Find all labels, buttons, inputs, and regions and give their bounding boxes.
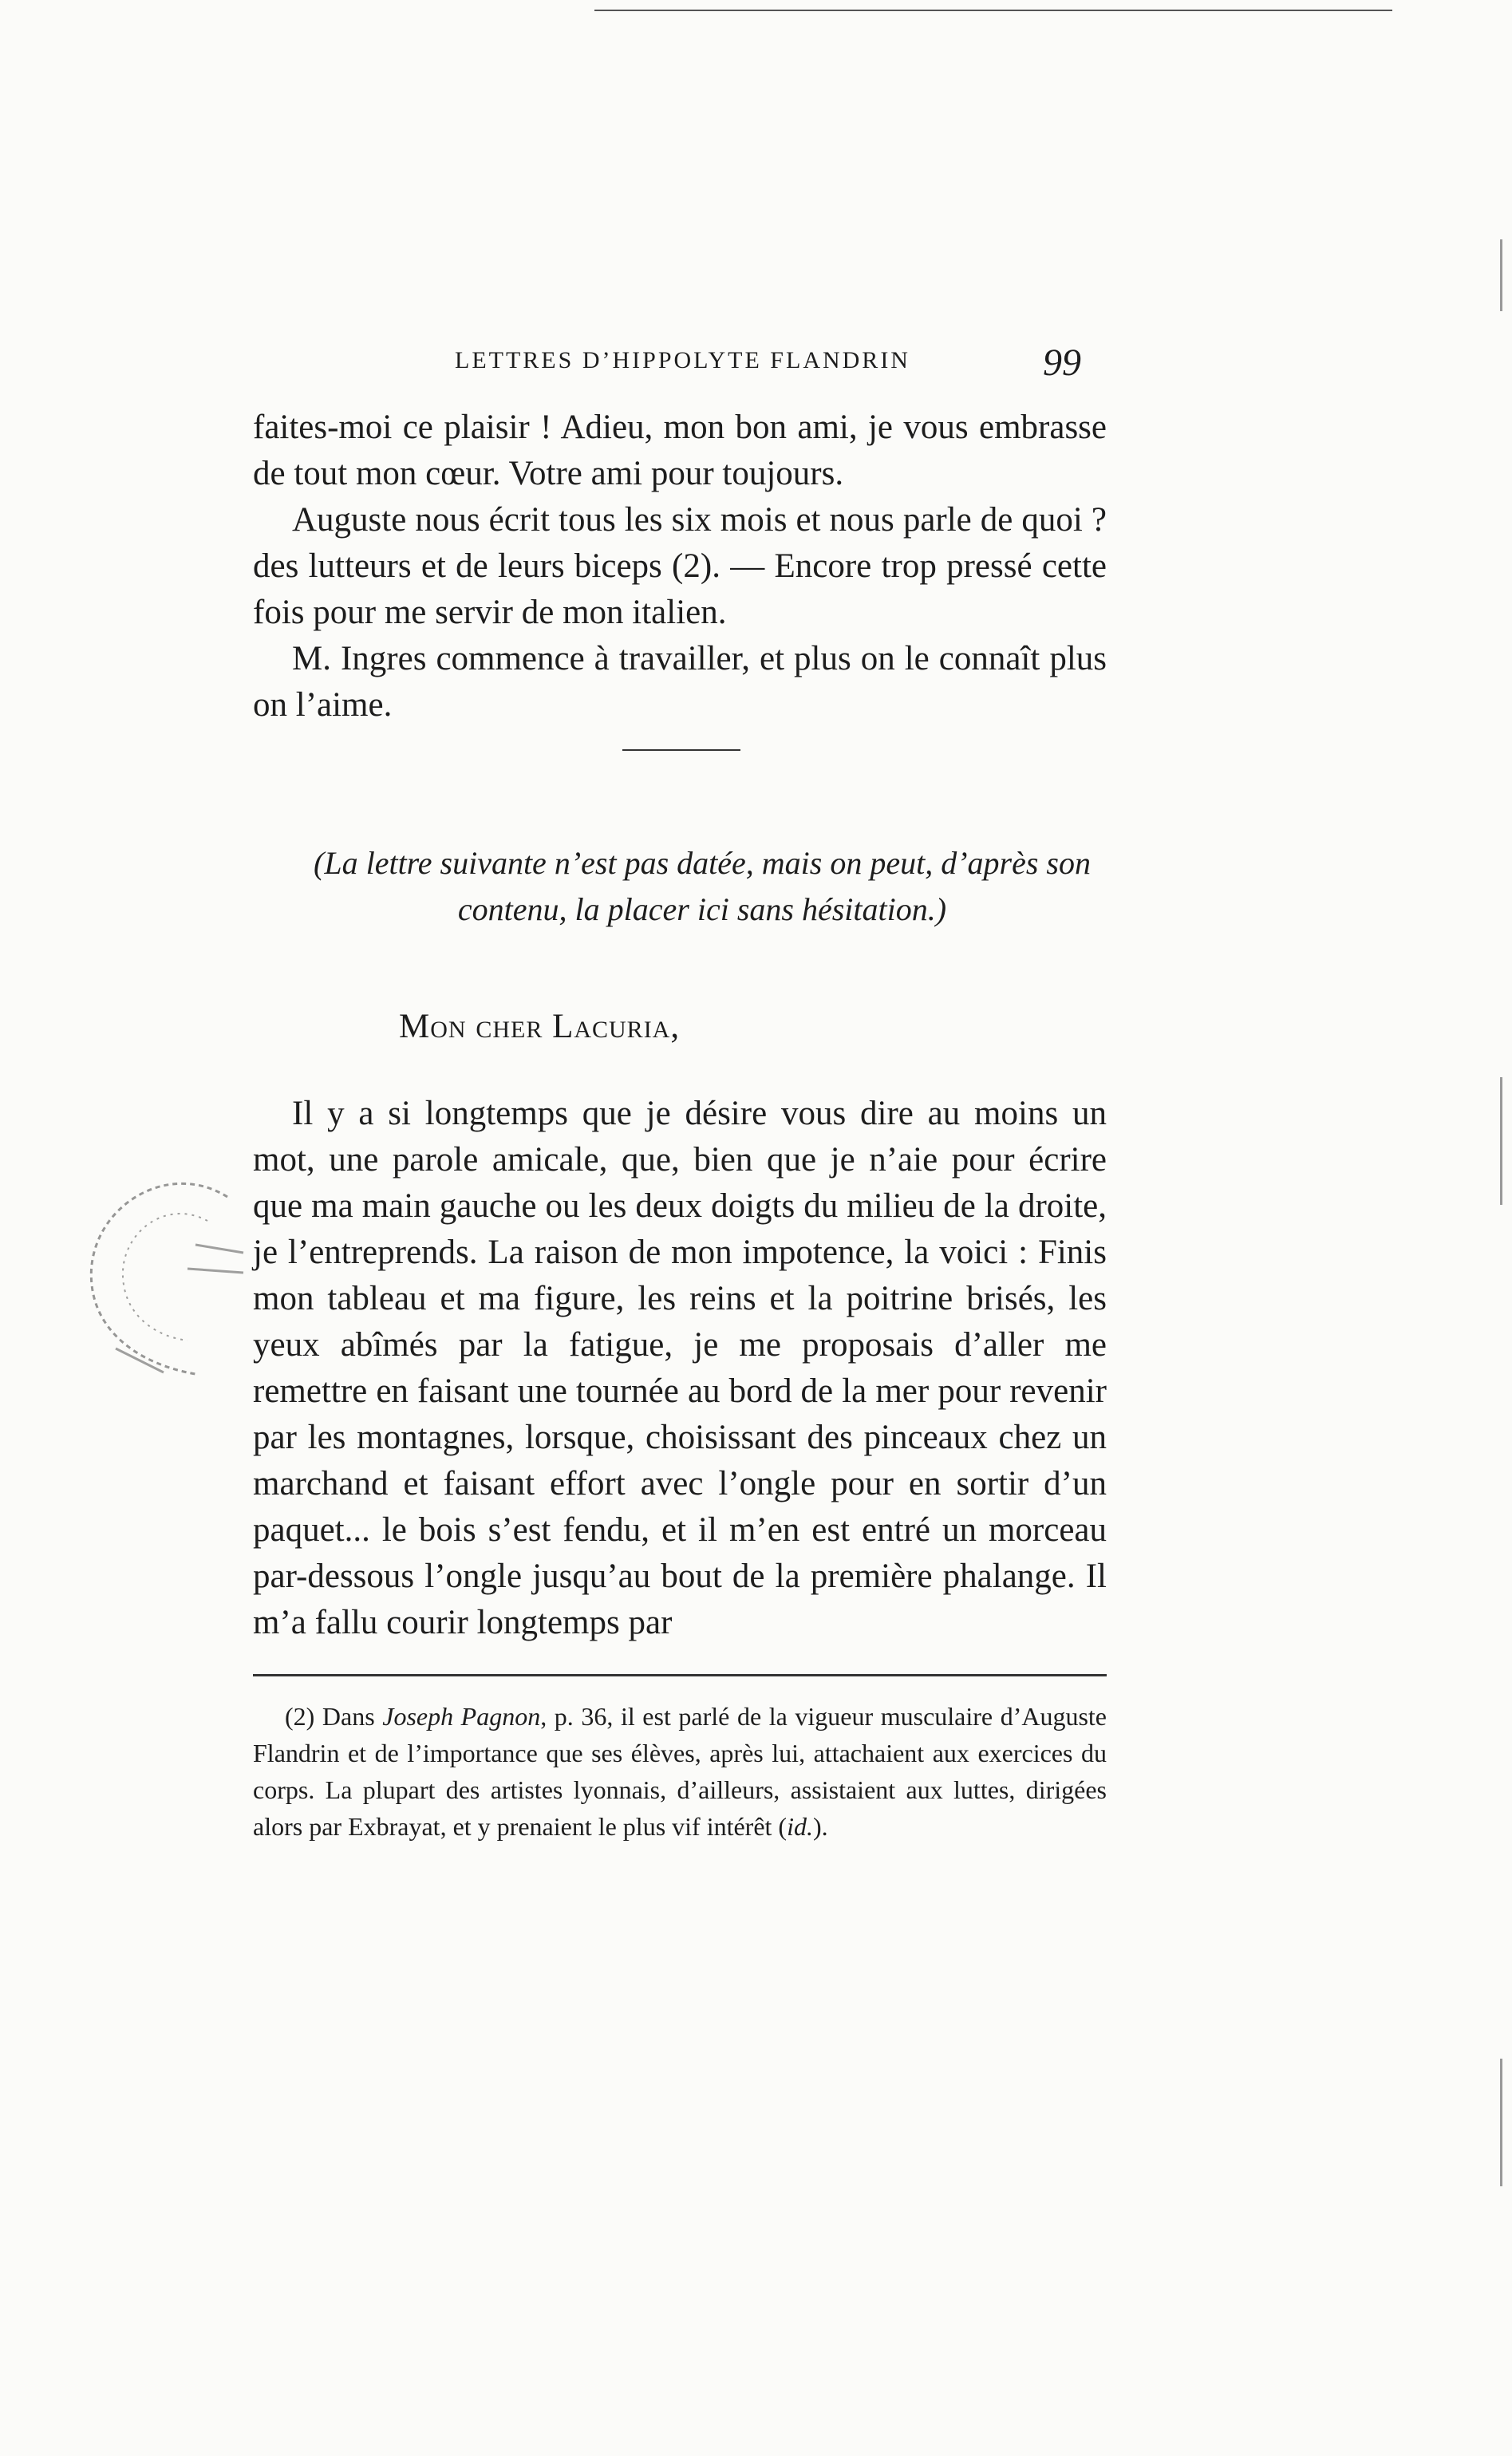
paragraph: Il y a si longtemps que je désire vous dire au moins un mot, une parole amicale, que, bien que je n’aie pour écrire que ma main gauche ou les deux doigts du milieu de la droite, je l’entreprends. La raison de mon impotence, la voici : Finis mon tableau et ma figure, les reins et la poitrine brisés, les yeux abîmés par la fatigue, je me proposais d’aller me remettre en faisant une tournée au bord de la mer pour revenir par les montagnes, lorsque, choisissant des pinceaux chez un marchand et faisant effort avec l’ongle pour en sortir d’un paquet... le bois s’est fendu, et il m’en est entré un morceau par-dessous l’ongle jusqu’au bout de la première phalange. Il m’a fallu courir longtemps par: [253, 1095, 1107, 1641]
footnote-marker: (2): [285, 1702, 315, 1731]
footnotes: [253, 1698, 1107, 1845]
edge-mark: [1500, 1077, 1502, 1205]
footnote-text: Dans: [322, 1702, 383, 1731]
footnote-ibid: id.: [787, 1812, 813, 1841]
running-head: LETTRES D’HIPPOLYTE FLANDRIN: [455, 347, 910, 373]
paragraph: faites-moi ce plaisir ! Adieu, mon bon ami, je vous embrasse de tout mon cœur. Votre ami pour toujours.: [253, 409, 1107, 492]
paragraph: M. Ingres commence à travailler, et plus on le connaît plus on l’aime.: [253, 640, 1107, 724]
paragraph: Auguste nous écrit tous les six mois et nous parle de quoi ? des lutteurs et de leurs biceps (2). — Encore trop pressé cette fois pour me servir de mon italien.: [253, 501, 1107, 631]
letter-body: [253, 1091, 1107, 1646]
page-number: 99: [1043, 342, 1081, 384]
footnote-text: ).: [812, 1812, 828, 1841]
footnote-rule: [253, 1674, 1107, 1676]
continuation-text: [253, 405, 1107, 729]
edge-mark: [1500, 239, 1502, 311]
edge-mark: [1500, 2059, 1502, 2186]
library-stamp: [68, 1165, 259, 1404]
footnote: [253, 1698, 1107, 1845]
section-separator: [622, 749, 740, 751]
editor-note: (La lettre suivante n’est pas datée, mais on peut, d’après son contenu, la placer ici sans hésitation.): [314, 845, 1091, 927]
footnote-reference: Joseph Pagnon: [382, 1702, 541, 1731]
page-top-rule: [594, 10, 1392, 11]
footnote-text: , p. 36, il est parlé de la vigueur musculaire d’Auguste Flandrin et de l’importance que ses élèves, après lui, attachaient aux exercices du corps. La plupart des artistes lyonnais, d’ailleurs, assistaient aux luttes, dirigées alors par Exbrayat, et y prenaient le plus vif intérêt (: [253, 1702, 1107, 1841]
letter-salutation: Mon cher Lacuria,: [399, 1008, 681, 1045]
